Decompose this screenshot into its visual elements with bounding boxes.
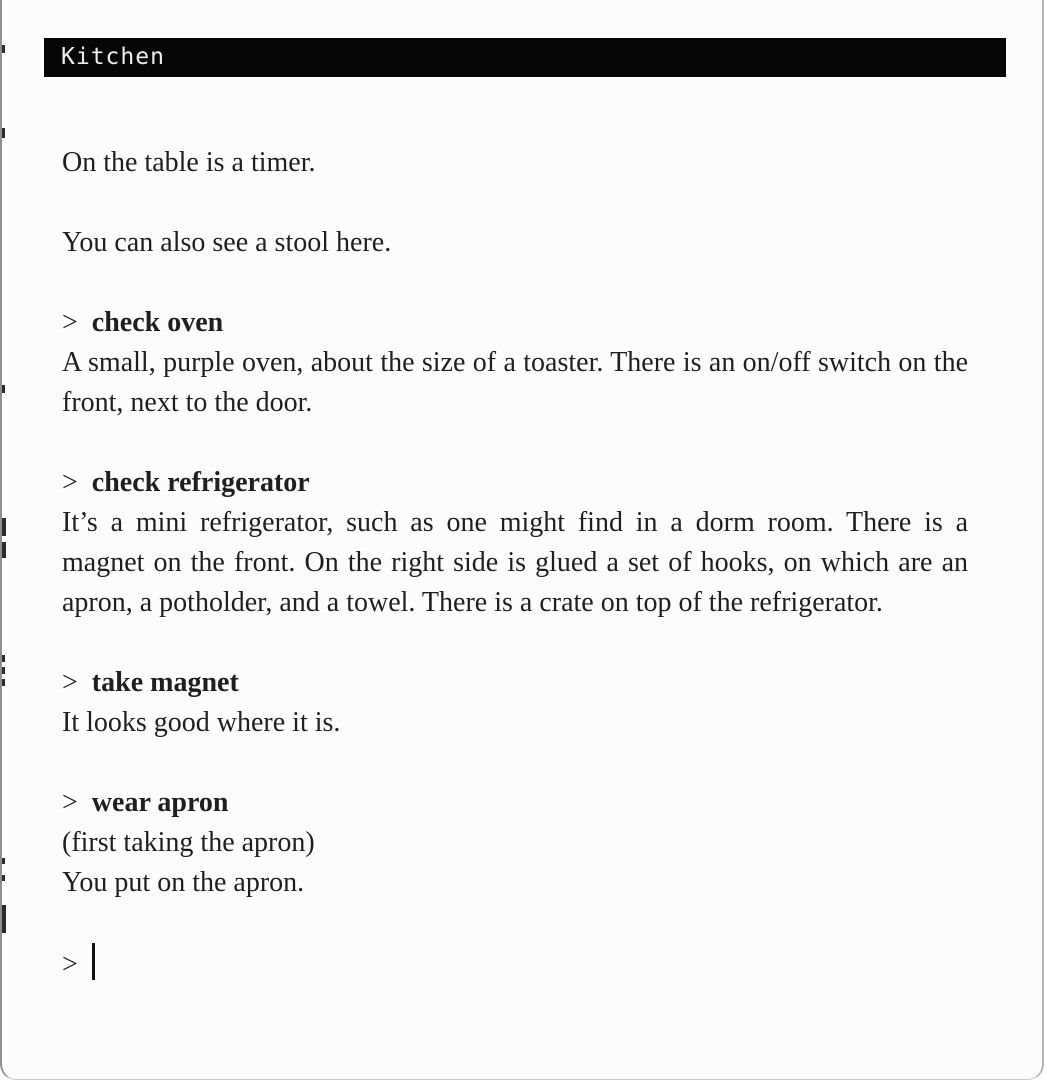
command-text: check refrigerator xyxy=(91,467,310,498)
edge-artifact xyxy=(2,45,5,53)
response-text: A small, purple oven, about the size of a toaster. There is an on/off switch on the front, next to the door. xyxy=(62,347,968,418)
edge-artifact xyxy=(2,518,6,536)
edge-artifact xyxy=(2,385,5,393)
edge-artifact xyxy=(2,858,5,864)
command-echo xyxy=(62,663,968,703)
response-text: (first taking the apron) xyxy=(62,827,315,858)
output-line: You can also see a stool here. xyxy=(62,227,392,258)
prompt-char: > xyxy=(62,467,78,498)
prompt-char: > xyxy=(62,307,78,338)
turn-wear-apron xyxy=(62,783,968,903)
turn-take-magnet xyxy=(62,663,968,743)
status-bar xyxy=(44,38,1006,77)
command-input-line[interactable] xyxy=(62,943,968,985)
output-line: On the table is a timer. xyxy=(62,147,316,178)
edge-artifact xyxy=(2,655,5,662)
transcript xyxy=(62,143,968,985)
room-output xyxy=(62,223,968,263)
prompt-char: > xyxy=(62,949,78,980)
room-name: Kitchen xyxy=(61,44,165,70)
edge-artifact xyxy=(2,542,6,558)
room-output xyxy=(62,143,968,183)
command-echo xyxy=(62,303,968,343)
edge-artifact xyxy=(2,679,5,686)
edge-artifact xyxy=(2,905,6,933)
turn-check-refrigerator xyxy=(62,463,968,623)
command-echo xyxy=(62,783,968,823)
command-echo xyxy=(62,463,968,503)
command-text: take magnet xyxy=(91,667,239,698)
turn-check-oven xyxy=(62,303,968,423)
edge-artifact xyxy=(2,875,5,881)
response-text: You put on the apron. xyxy=(62,867,305,898)
command-text: check oven xyxy=(91,307,224,338)
response-text: It’s a mini refrigerator, such as one might find in a dorm room. There is a magnet on the front. On the right side is glued a set of hooks, on which are an apron, a potholder, and a towel. There is a crate on top of the refrigerator. xyxy=(62,507,968,618)
command-text: wear apron xyxy=(91,787,229,818)
prompt-char: > xyxy=(62,667,78,698)
response-text: It looks good where it is. xyxy=(62,707,341,738)
prompt-char: > xyxy=(62,787,78,818)
edge-artifact xyxy=(2,667,5,674)
edge-artifact xyxy=(2,128,5,138)
text-cursor xyxy=(92,943,95,980)
